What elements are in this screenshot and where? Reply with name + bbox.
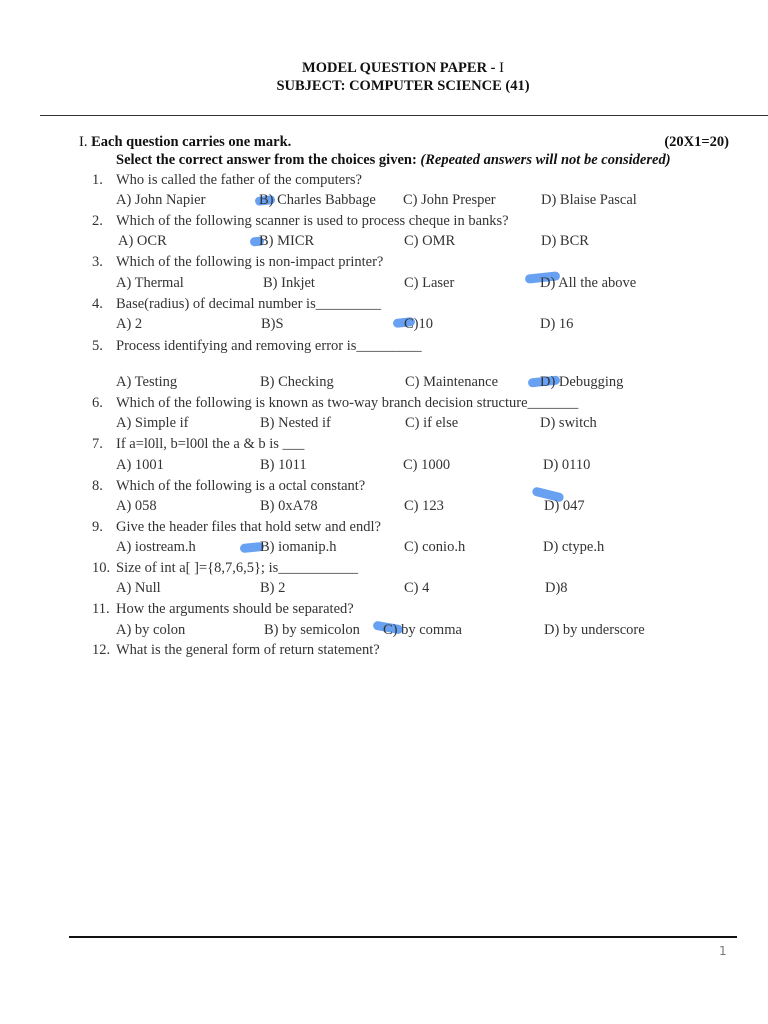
question-2: [92, 213, 509, 230]
question-1: [92, 172, 362, 189]
question-text: Size of int a[ ]={8,7,6,5}; is___________: [116, 560, 358, 576]
option-b: B) Nested if: [260, 415, 331, 431]
question-number: 11.: [92, 601, 110, 617]
option-b: B) iomanip.h: [260, 539, 337, 555]
question-10: [92, 560, 358, 577]
option-b: B) Checking: [260, 374, 334, 390]
section-instruction: [116, 152, 671, 169]
subject-title: SUBJECT: COMPUTER SCIENCE (41): [276, 78, 530, 94]
option-b: B) MICR: [259, 233, 315, 249]
option-d: D) All the above: [540, 275, 637, 291]
page-number: 1: [719, 944, 727, 958]
option-a: A) by colon: [116, 622, 186, 638]
option-d: D) Debugging: [540, 374, 624, 390]
paper-number: I: [499, 60, 504, 76]
question-text: Give the header files that hold setw and endl?: [116, 519, 381, 535]
option-c: C) conio.h: [404, 539, 466, 555]
header-divider: [40, 115, 768, 116]
question-number: 9.: [92, 519, 103, 535]
option-c: C) 4: [404, 580, 430, 596]
question-5: [92, 338, 422, 355]
section-heading-text: Each question carries one mark.: [91, 134, 292, 150]
option-d: D)8: [545, 580, 568, 596]
question-number: 10.: [92, 560, 111, 576]
option-b: B)S: [261, 316, 284, 332]
section-heading: [79, 134, 729, 151]
section-roman: I.: [79, 134, 88, 150]
option-c: C) if else: [405, 415, 459, 431]
option-a: A) Simple if: [116, 415, 189, 431]
option-a: A) 2: [116, 316, 143, 332]
question-text: Who is called the father of the computers?: [116, 172, 362, 188]
footer-divider: [69, 936, 737, 938]
option-a: A) OCR: [118, 233, 167, 249]
paper-title-text: MODEL QUESTION PAPER -: [302, 60, 496, 76]
question-text: Which of the following scanner is used to process cheque in banks?: [116, 213, 509, 229]
paper-title: [0, 60, 768, 77]
question-text: Process identifying and removing error is_________: [116, 338, 422, 354]
question-12: [92, 642, 380, 659]
question-9: [92, 519, 381, 536]
question-number: 8.: [92, 478, 103, 494]
question-number: 7.: [92, 436, 103, 452]
option-a: A) Testing: [116, 374, 178, 390]
question-6: [92, 395, 578, 412]
question-number: 4.: [92, 296, 103, 312]
question-text: Which of the following is non-impact printer?: [116, 254, 384, 270]
option-b: B) 0xA78: [260, 498, 318, 514]
question-11: [92, 601, 354, 618]
section-marks: (20X1=20): [664, 134, 729, 150]
question-text: Which of the following is known as two-way branch decision structure_______: [116, 395, 579, 411]
option-c: C) Laser: [404, 275, 455, 291]
option-c: C) OMR: [404, 233, 456, 249]
option-b: B) by semicolon: [264, 622, 360, 638]
option-c: C) 1000: [403, 457, 451, 473]
instruction-text: Select the correct answer from the choices given:: [116, 152, 417, 168]
question-number: 1.: [92, 172, 103, 188]
question-3: [92, 254, 383, 271]
option-c: C)10: [404, 316, 433, 332]
option-a: A) 1001: [116, 457, 164, 473]
option-d: D) 047: [544, 498, 585, 514]
question-text: Base(radius) of decimal number is_________: [116, 296, 381, 312]
option-a: A) 058: [116, 498, 157, 514]
question-text: If a=l0ll, b=l00l the a & b is ___: [116, 436, 305, 452]
question-4: [92, 296, 381, 313]
option-d: D) 0110: [543, 457, 591, 473]
question-text: Which of the following is a octal constant?: [116, 478, 366, 494]
question-number: 12.: [92, 642, 111, 658]
option-d: D) Blaise Pascal: [541, 192, 637, 208]
question-text: How the arguments should be separated?: [116, 601, 354, 617]
question-number: 5.: [92, 338, 103, 354]
question-number: 6.: [92, 395, 103, 411]
option-d: D) 16: [540, 316, 574, 332]
option-d: D) BCR: [541, 233, 589, 249]
option-c: C) by comma: [383, 622, 462, 638]
option-c: C) Maintenance: [405, 374, 499, 390]
option-d: D) switch: [540, 415, 597, 431]
option-b: B) Charles Babbage: [259, 192, 376, 208]
option-b: B) 1011: [260, 457, 307, 473]
question-number: 3.: [92, 254, 103, 270]
option-d: D) ctype.h: [543, 539, 605, 555]
option-a: A) John Napier: [116, 192, 206, 208]
option-b: B) 2: [260, 580, 286, 596]
option-a: A) iostream.h: [116, 539, 196, 555]
question-8: [92, 478, 365, 495]
option-b: B) Inkjet: [263, 275, 315, 291]
option-d: D) by underscore: [544, 622, 645, 638]
option-a: A) Null: [116, 580, 161, 596]
question-7: [92, 436, 304, 453]
instruction-note: (Repeated answers will not be considered): [420, 152, 671, 168]
option-c: C) John Presper: [403, 192, 496, 208]
question-text: What is the general form of return statement?: [116, 642, 380, 658]
option-c: C) 123: [404, 498, 444, 514]
option-a: A) Thermal: [116, 275, 184, 291]
question-number: 2.: [92, 213, 103, 229]
